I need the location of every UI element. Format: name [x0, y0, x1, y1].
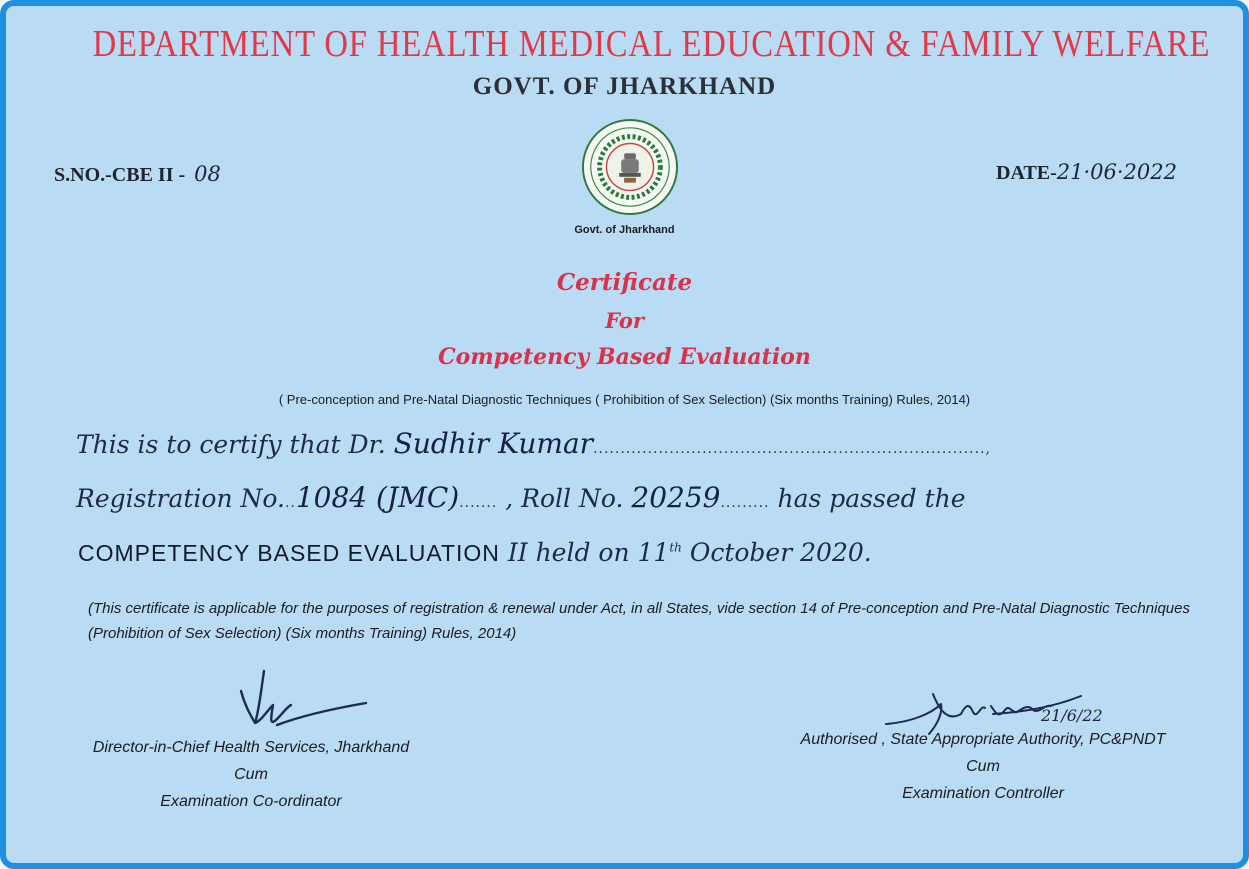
authority-title: Authorised , State Appropriate Authority, PC&PNDT — [800, 731, 1166, 748]
director-signature — [231, 661, 371, 741]
held-text: II held on 11 — [507, 538, 670, 567]
candidate-name: Sudhir Kumar — [393, 427, 594, 460]
exam-name: COMPETENCY BASED EVALUATION — [78, 540, 500, 566]
director-cum: Cum — [234, 766, 268, 783]
authority-cum: Cum — [966, 758, 1000, 775]
emblem-caption: Govt. of Jharkhand — [574, 224, 675, 236]
issue-date — [996, 160, 1177, 185]
serial-label: S.NO.-CBE II - — [54, 164, 191, 186]
held-date: October 2020. — [681, 538, 872, 567]
certify-line — [76, 427, 991, 460]
certify-text: This is to certify that Dr. — [76, 430, 386, 459]
roll-label: , Roll No. — [505, 484, 624, 513]
serial-number — [54, 162, 221, 187]
serial-value: 08 — [194, 162, 221, 186]
registration-value: 1084 (JMC) — [295, 481, 460, 514]
date-label: DATE- — [996, 162, 1057, 184]
passed-text: has passed the — [777, 484, 966, 513]
government-subheading: GOVT. OF JHARKHAND — [472, 73, 777, 100]
director-role: Examination Co-ordinator — [160, 793, 342, 810]
registration-line: Registration No...1084 (JMC)....... , Roll No. 20259......... has passed the — [76, 481, 966, 514]
authority-signature-date: 21/6/22 — [1041, 706, 1103, 725]
date-value: 21·06·2022 — [1056, 160, 1177, 184]
name-dotted-line: ........................................................................, — [593, 441, 991, 457]
rules-note: ( Pre-conception and Pre-Natal Diagnostic Techniques ( Prohibition of Sex Selection) (Six months Training) Rules, 2014) — [278, 392, 971, 407]
roll-value: 20259 — [631, 481, 721, 514]
department-heading: DEPARTMENT OF HEALTH MEDICAL EDUCATION & FAMILY WELFARE — [92, 23, 1211, 65]
authority-role: Examination Controller — [902, 785, 1064, 802]
certificate-evaluation-name: Competency Based Evaluation — [438, 344, 811, 370]
director-signatory-block — [46, 734, 456, 815]
applicability-note: (This certificate is applicable for the purposes of registration & renewal under Act, in all States, vide section 14 of Pre-conception and Pre-Natal Diagnostic Techniques (Prohibition of Sex Selection) (Six months Training) Rules, 2014) — [88, 600, 1190, 642]
held-superscript: th — [669, 540, 682, 555]
evaluation-line — [78, 538, 872, 567]
state-emblem-seal-icon — [581, 118, 679, 216]
certificate-title: Certificate — [556, 269, 693, 296]
director-title: Director-in-Chief Health Services, Jharkhand — [92, 739, 410, 756]
certificate-for: For — [605, 308, 644, 333]
registration-label: Registration No. — [76, 484, 285, 513]
authority-signatory-block — [748, 726, 1218, 807]
